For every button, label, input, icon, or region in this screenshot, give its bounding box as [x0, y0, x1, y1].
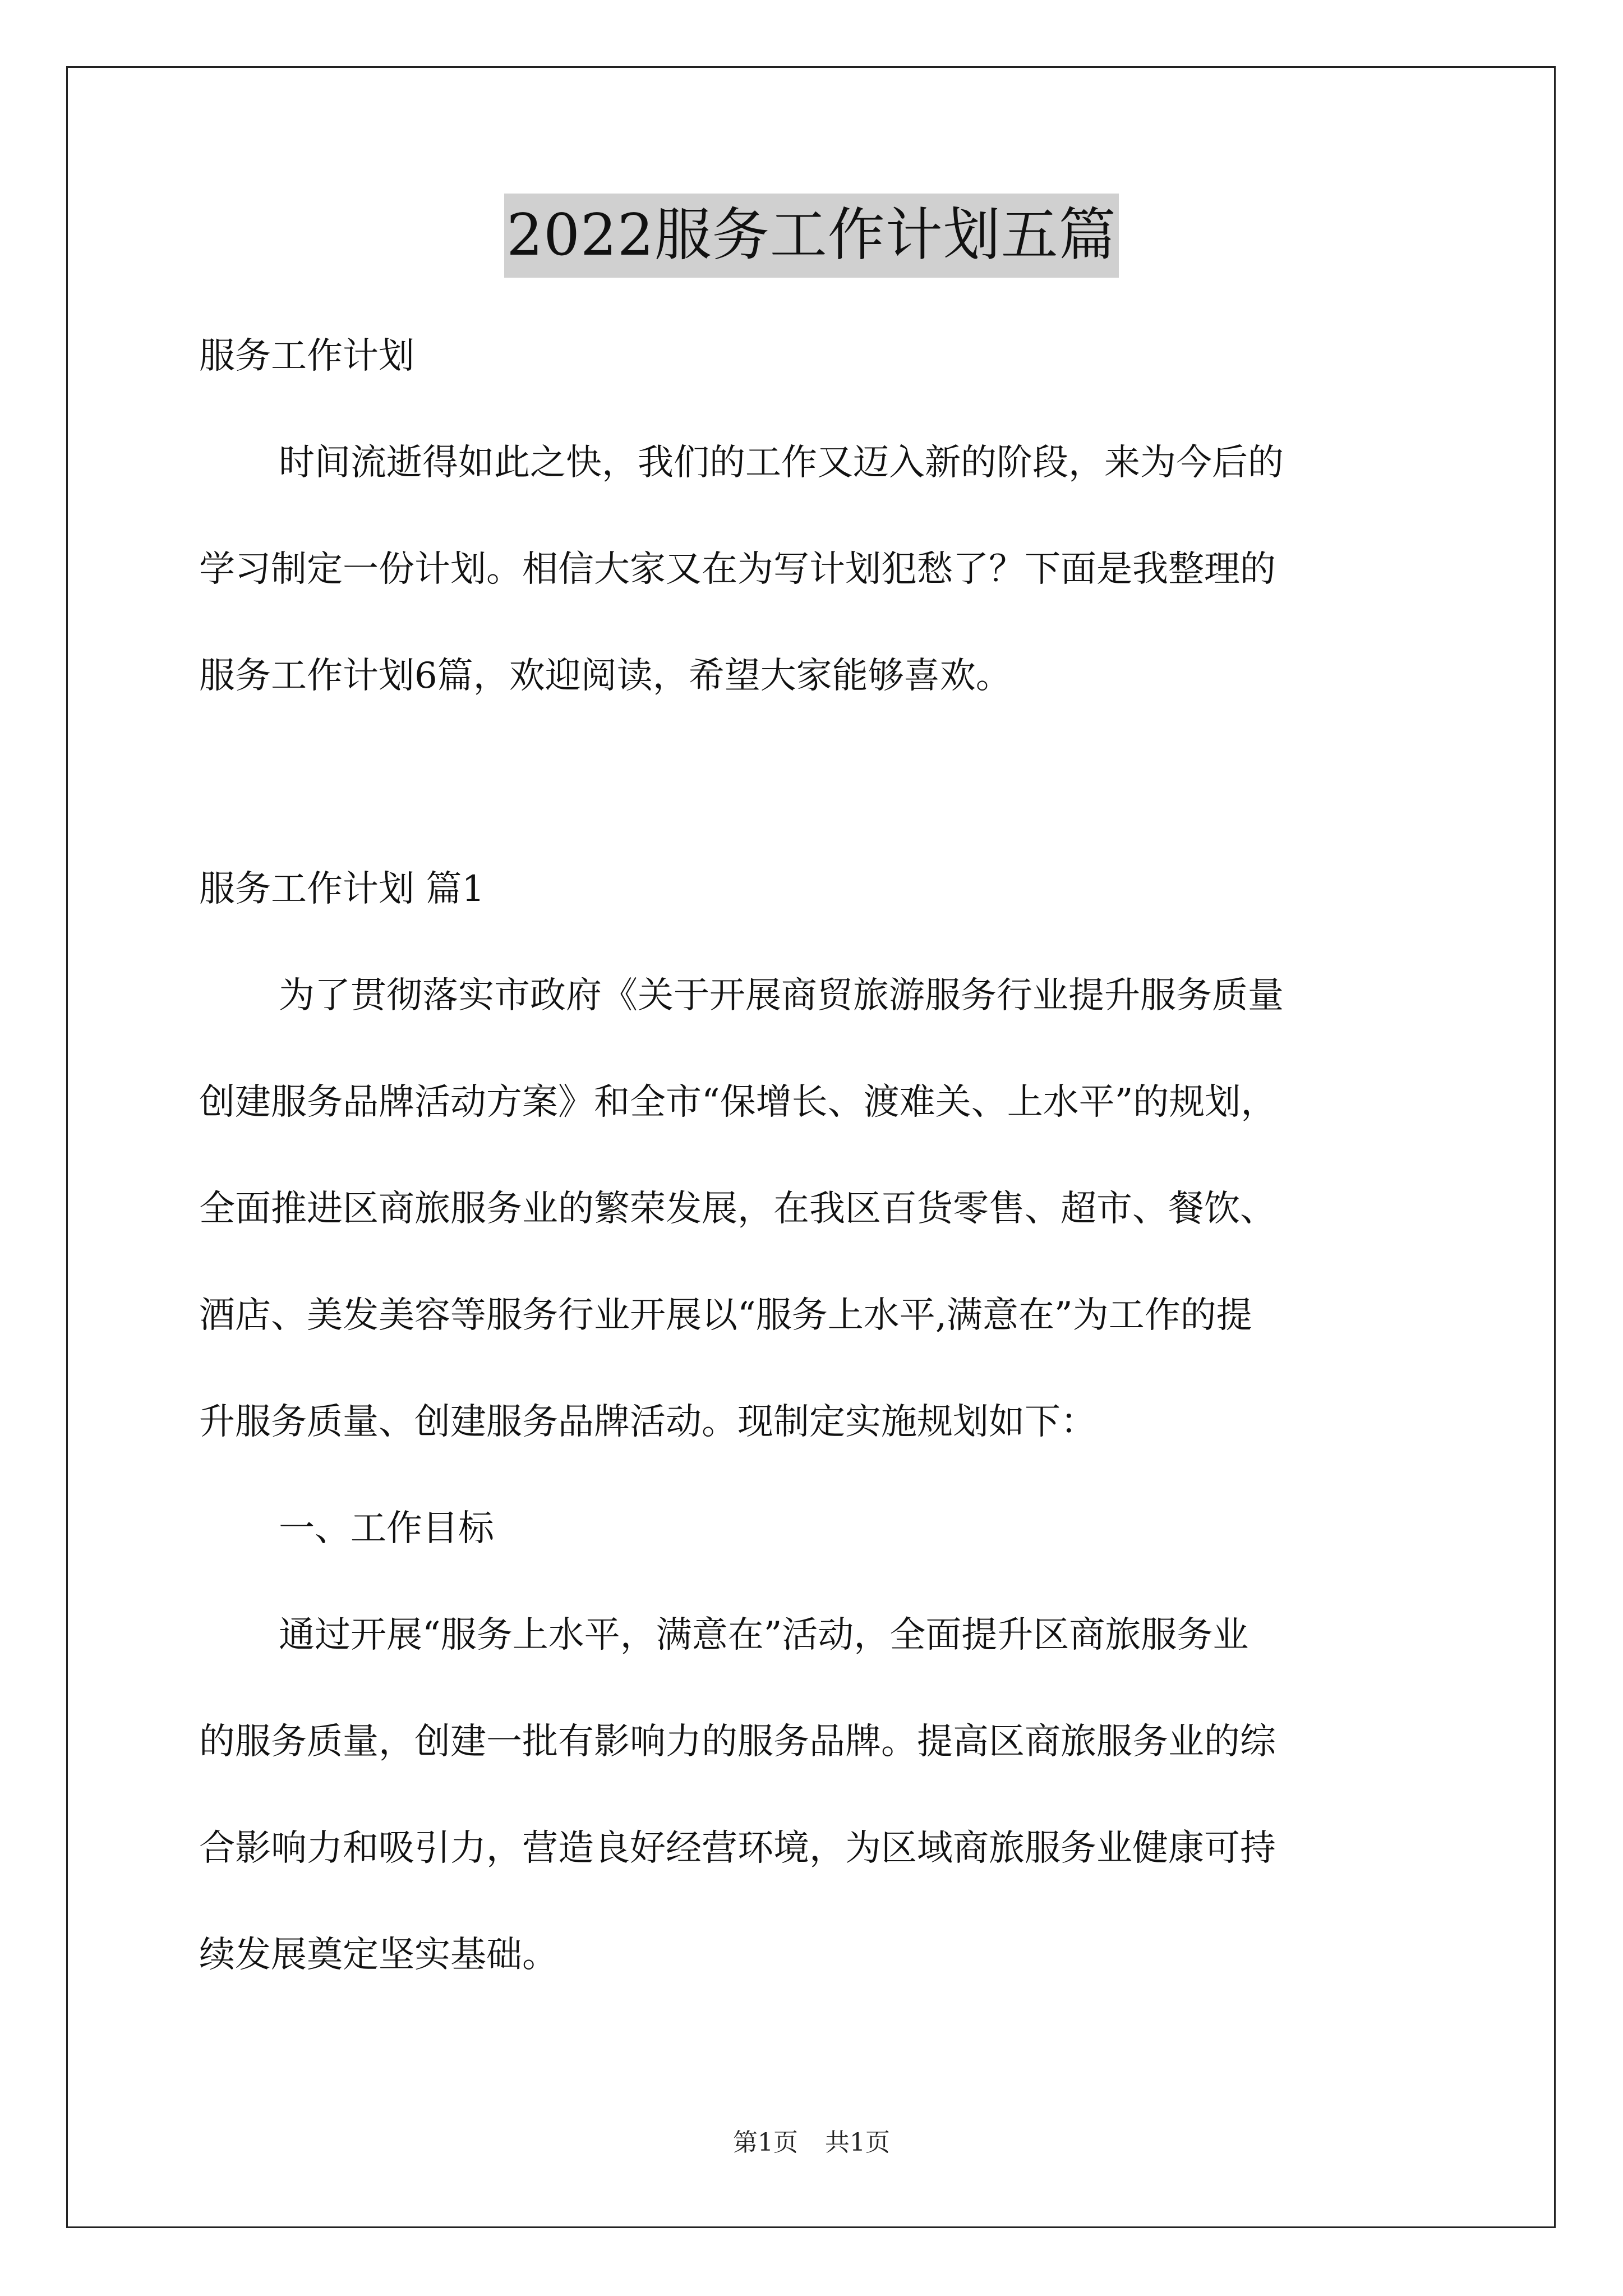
spacer	[199, 729, 1427, 836]
paragraph-line: 时间流逝得如此之快，我们的工作又迈入新的阶段，来为今后的	[279, 442, 1284, 484]
title-container	[0, 194, 1623, 278]
page-total: 共1页	[825, 2128, 890, 2157]
paragraph-line: 通过开展“服务上水平，满意在”活动，全面提升区商旅服务业	[279, 1614, 1249, 1656]
paragraph-line: 酒店、美发美容等服务行业开展以“服务上水平,满意在”为工作的提	[199, 1295, 1252, 1336]
paragraph-line: 学习制定一份计划。相信大家又在为写计划犯愁了？下面是我整理的	[199, 549, 1276, 590]
document-body	[199, 303, 1427, 2008]
page-footer	[0, 2126, 1623, 2160]
subheading: 一、工作目标	[279, 1508, 494, 1549]
document-title: 2022服务工作计划五篇	[504, 194, 1119, 278]
paragraph-line: 服务工作计划6篇，欢迎阅读，希望大家能够喜欢。	[199, 655, 1012, 697]
page-number: 第1页	[733, 2128, 798, 2157]
section-heading: 服务工作计划 篇1	[199, 868, 485, 910]
paragraph-line: 全面推进区商旅服务业的繁荣发展，在我区百货零售、超市、餐饮、	[199, 1188, 1276, 1230]
paragraph-line: 升服务质量、创建服务品牌活动。现制定实施规划如下：	[199, 1401, 1096, 1443]
paragraph-line: 合影响力和吸引力，营造良好经营环境，为区域商旅服务业健康可持	[199, 1828, 1276, 1869]
intro-heading: 服务工作计划	[199, 335, 414, 377]
paragraph-line: 创建服务品牌活动方案》和全市“保增长、渡难关、上水平”的规划，	[199, 1082, 1277, 1123]
paragraph-line: 续发展奠定坚实基础。	[199, 1934, 558, 1976]
paragraph-line: 的服务质量，创建一批有影响力的服务品牌。提高区商旅服务业的综	[199, 1721, 1276, 1763]
paragraph-line: 为了贯彻落实市政府《关于开展商贸旅游服务行业提升服务质量	[279, 975, 1284, 1016]
